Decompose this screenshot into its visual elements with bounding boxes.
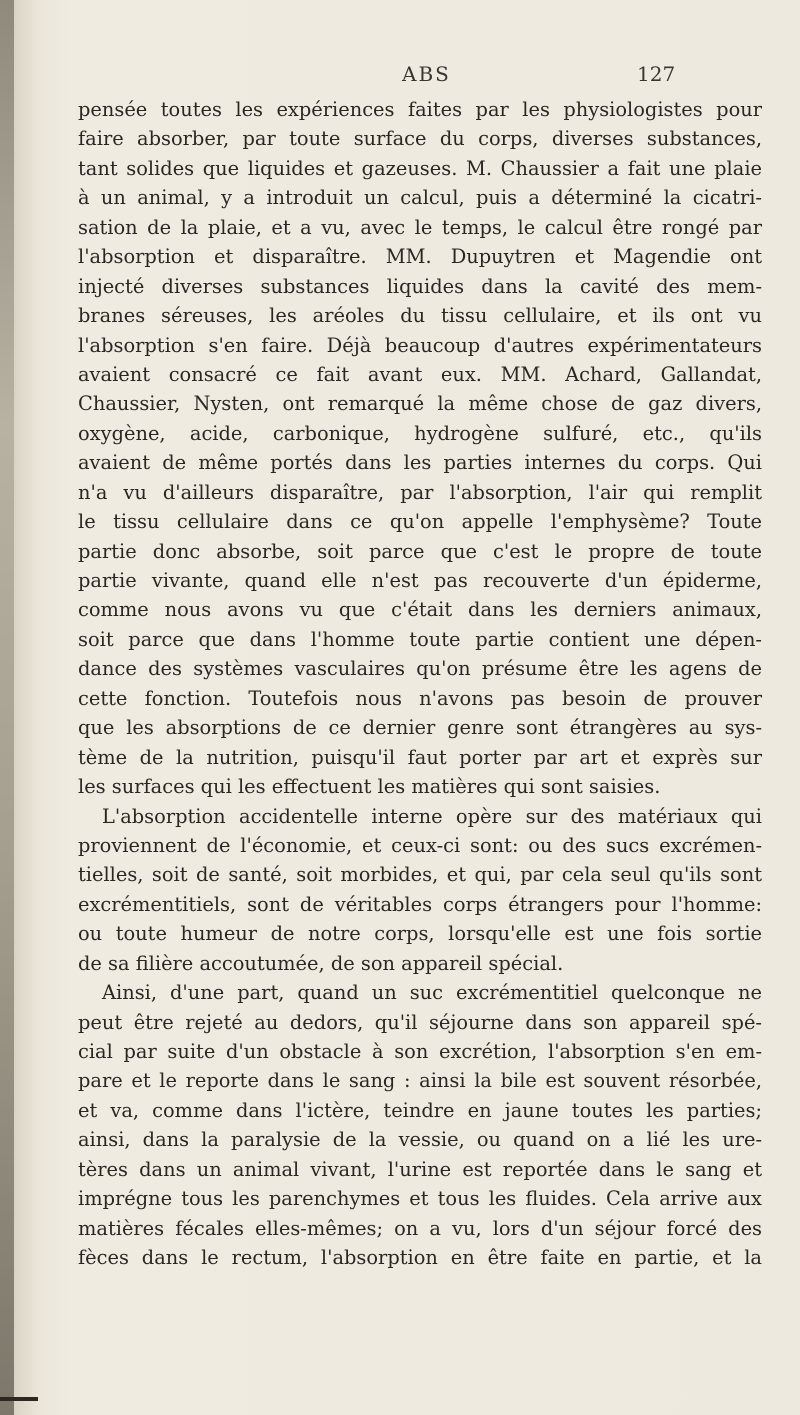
text-line: que les absorptions de ce dernier genre sont étrangères au sys- bbox=[78, 716, 762, 740]
text-line: cial par suite d'un obstacle à son excrétion, l'absorption s'en em- bbox=[78, 1040, 762, 1063]
text-line: proviennent de l'économie, et ceux-ci sont: ou des sucs excrémen- bbox=[78, 833, 762, 857]
text-line: matières fécales elles-mêmes; on a vu, lors d'un séjour forcé des bbox=[78, 1216, 762, 1240]
text-line: les surfaces qui les effectuent les matières qui sont saisies. bbox=[78, 775, 661, 799]
text-line: l'absorption s'en faire. Déjà beaucoup d'autres expérimentateurs bbox=[78, 333, 762, 357]
text-line: tant solides que liquides et gazeuses. M. Chaussier a fait une plaie bbox=[78, 156, 762, 180]
text-line: avaient consacré ce fait avant eux. MM. Achard, Gallandat, bbox=[78, 362, 762, 386]
running-head: ABS bbox=[402, 62, 451, 86]
text-line: à un animal, y a introduit un calcul, puis a déterminé la cicatri- bbox=[78, 186, 762, 210]
body-text bbox=[78, 95, 762, 1273]
page-number: 127 bbox=[637, 62, 676, 86]
text-line: sation de la plaie, et a vu, avec le temps, le calcul être rongé par bbox=[78, 215, 762, 239]
text-line: ainsi, dans la paralysie de la vessie, ou quand on a lié les ure- bbox=[78, 1128, 762, 1152]
text-line: soit parce que dans l'homme toute partie contient une dépen- bbox=[78, 627, 762, 651]
text-line: n'a vu d'ailleurs disparaître, par l'absorption, l'air qui remplit bbox=[78, 480, 762, 504]
text-line: cette fonction. Toutefois nous n'avons pas besoin de prouver bbox=[78, 686, 762, 710]
page-binding-edge bbox=[0, 0, 14, 1415]
text-line: ou toute humeur de notre corps, lorsqu'elle est une fois sortie bbox=[78, 922, 762, 946]
page-header bbox=[0, 62, 800, 92]
text-line: dance des systèmes vasculaires qu'on présume être les agens de bbox=[78, 657, 762, 681]
text-line: injecté diverses substances liquides dans la cavité des mem- bbox=[78, 274, 762, 298]
text-line: L'absorption accidentelle interne opère sur des matériaux qui bbox=[102, 804, 762, 828]
text-line: avaient de même portés dans les parties internes du corps. Qui bbox=[78, 451, 762, 475]
text-line: de sa filière accoutumée, de son appareil spécial. bbox=[78, 951, 564, 975]
text-line: tères dans un animal vivant, l'urine est reportée dans le sang et bbox=[78, 1157, 762, 1181]
text-line: fèces dans le rectum, l'absorption en être faite en partie, et la bbox=[78, 1246, 762, 1270]
text-line: imprégne tous les parenchymes et tous les fluides. Cela arrive aux bbox=[78, 1187, 762, 1211]
text-line: faire absorber, par toute surface du corps, diverses substances, bbox=[78, 127, 762, 151]
text-line: partie vivante, quand elle n'est pas recouverte d'un épiderme, bbox=[78, 569, 762, 592]
text-line: peut être rejeté au dedors, qu'il séjourne dans son appareil spé- bbox=[78, 1010, 762, 1034]
text-line: pensée toutes les expériences faites par les physiologistes pour bbox=[78, 98, 762, 121]
text-line: Chaussier, Nysten, ont remarqué la même chose de gaz divers, bbox=[78, 392, 762, 416]
text-line: excrémentitiels, sont de véritables corps étrangers pour l'homme: bbox=[78, 892, 762, 916]
text-line: Ainsi, d'une part, quand un suc excrémentitiel quelconque ne bbox=[102, 981, 762, 1005]
text-line: tème de la nutrition, puisqu'il faut porter par art et exprès sur bbox=[78, 745, 762, 769]
text-line: comme nous avons vu que c'était dans les derniers animaux, bbox=[78, 598, 762, 622]
text-line: l'absorption et disparaître. MM. Dupuytren et Magendie ont bbox=[78, 245, 762, 269]
text-line: tielles, soit de santé, soit morbides, et qui, par cela seul qu'ils sont bbox=[78, 863, 762, 887]
text-line: oxygène, acide, carbonique, hydrogène sulfuré, etc., qu'ils bbox=[78, 421, 762, 445]
text-line: partie donc absorbe, soit parce que c'est le propre de toute bbox=[78, 539, 762, 563]
text-line: le tissu cellulaire dans ce qu'on appelle l'emphysème? Toute bbox=[78, 510, 762, 534]
text-line: et va, comme dans l'ictère, teindre en jaune toutes les parties; bbox=[78, 1098, 762, 1122]
text-line: branes séreuses, les aréoles du tissu cellulaire, et ils ont vu bbox=[78, 304, 762, 328]
text-line: pare et le reporte dans le sang : ainsi la bile est souvent résorbée, bbox=[78, 1069, 762, 1093]
bottom-edge-mark bbox=[0, 1397, 38, 1401]
